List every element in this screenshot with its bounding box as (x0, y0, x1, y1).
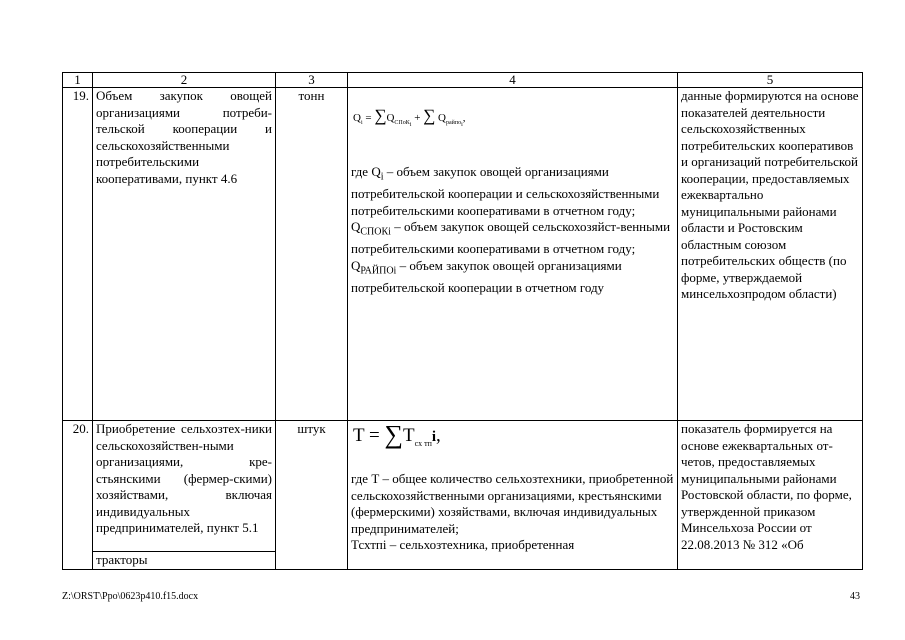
desc-text: – объем закупок овощей организациями потребительской кооперации в отчетном году (351, 257, 622, 295)
formula (351, 421, 674, 471)
indicator-name-cell (93, 421, 276, 570)
table-row (63, 88, 863, 421)
formula-symbol: Q (435, 112, 446, 124)
formula-explanation-1 (351, 164, 674, 219)
formula-symbol: T (353, 425, 365, 446)
formula-subscript: райпо (445, 120, 462, 127)
data-source: данные формируются на основе показателей деятельности сельскохозяйственных потребительских кооперативов и организаций потребительской кооперации, предоставляемых ежеквартально муниципальными районами области и Ростовским областным союзом потребительских обществ (по форме, утверждаемой минсельхозпродом области) (678, 88, 863, 421)
formula-plus: + (411, 112, 424, 124)
formula-explanation-2: Тсхтпi – сельхозтехника, приобретенная (351, 537, 575, 552)
file-path: Z:\ORST\Ppo\0623p410.f15.docx (62, 591, 199, 602)
formula-subscript: i (360, 120, 363, 127)
row-number: 19. (63, 88, 93, 421)
header-cell-1: 1 (63, 73, 93, 88)
indicator-name: Приобретение сельхозтех-ники сельскохозяйствен-ными организациями, кре-стьянскими (фермер-скими) хозяйствами, включая индивидуальных предпринимателей, пункт 5.1 (96, 421, 272, 535)
formula-symbol: T (403, 425, 415, 446)
sum-symbol: ∑ (423, 106, 436, 125)
page-number: 43 (850, 591, 860, 602)
indicator-name: Объем закупок овощей организациями потреби-тельской кооперации и сельскохозяйственными потребительскими кооперативами, пункт 4.6 (93, 88, 276, 421)
formula-index: i (431, 429, 437, 445)
unit-of-measure: тонн (276, 88, 348, 421)
formula-subscript: СПоК (394, 120, 410, 127)
indicator-table (62, 72, 863, 570)
formula-explanation-3 (351, 258, 674, 297)
desc-subscript: РАЙПОi (360, 265, 397, 277)
formula-comma: , (462, 112, 466, 124)
desc-text: Q (351, 257, 361, 273)
formula-equals: = (364, 425, 385, 446)
calculation-method (348, 88, 678, 421)
header-cell-4: 4 (348, 73, 678, 88)
sum-symbol: ∑ (374, 106, 387, 125)
formula-explanation-1: где Т – общее количество сельхозтехники, приобретенной сельскохозяйственными организациями, крестьянскими (фермерскими) хозяйствами, включая индивидуальных предпринимателей; (351, 471, 674, 536)
desc-subscript: i (380, 171, 384, 183)
formula (351, 88, 674, 164)
desc-text: – объем закупок овощей сельскохозяйст-венными потребительскими кооперативами в отчетном году; (351, 219, 671, 257)
data-source: показатель формируется на основе ежеквартальных от-четов, предоставляемых муниципальными районами Ростовской области, по форме, утвержденной приказом Минсельхоза России от 22.08.2013 № 312 «Об (678, 421, 863, 570)
desc-text: где Q (351, 164, 381, 179)
header-cell-5: 5 (678, 73, 863, 88)
formula-comma: , (436, 425, 441, 446)
formula-subscript: сх тп (414, 438, 432, 448)
row-number: 20. (63, 421, 93, 570)
formula-symbol: Q (353, 112, 361, 124)
calculation-method (348, 421, 678, 570)
sum-symbol: ∑ (384, 420, 404, 449)
formula-symbol: Q (386, 112, 395, 124)
header-cell-2: 2 (93, 73, 276, 88)
desc-text: – объем закупок овощей организациями потребительской кооперации и сельскохозяйственными потребительскими кооперативами в отчетном году; (351, 164, 660, 218)
unit-of-measure: штук (276, 421, 348, 570)
desc-subscript: СПОКi (360, 226, 391, 238)
header-cell-3: 3 (276, 73, 348, 88)
desc-text: Q (351, 219, 361, 235)
formula-subscript: i (409, 122, 412, 129)
indicator-name-split (93, 421, 275, 568)
table-header-row (63, 73, 863, 88)
table-row (63, 421, 863, 570)
formula-equals: = (362, 112, 375, 124)
formula-subscript: i (461, 122, 463, 129)
indicator-subitem: тракторы (93, 551, 275, 568)
formula-explanation-2 (351, 219, 674, 258)
